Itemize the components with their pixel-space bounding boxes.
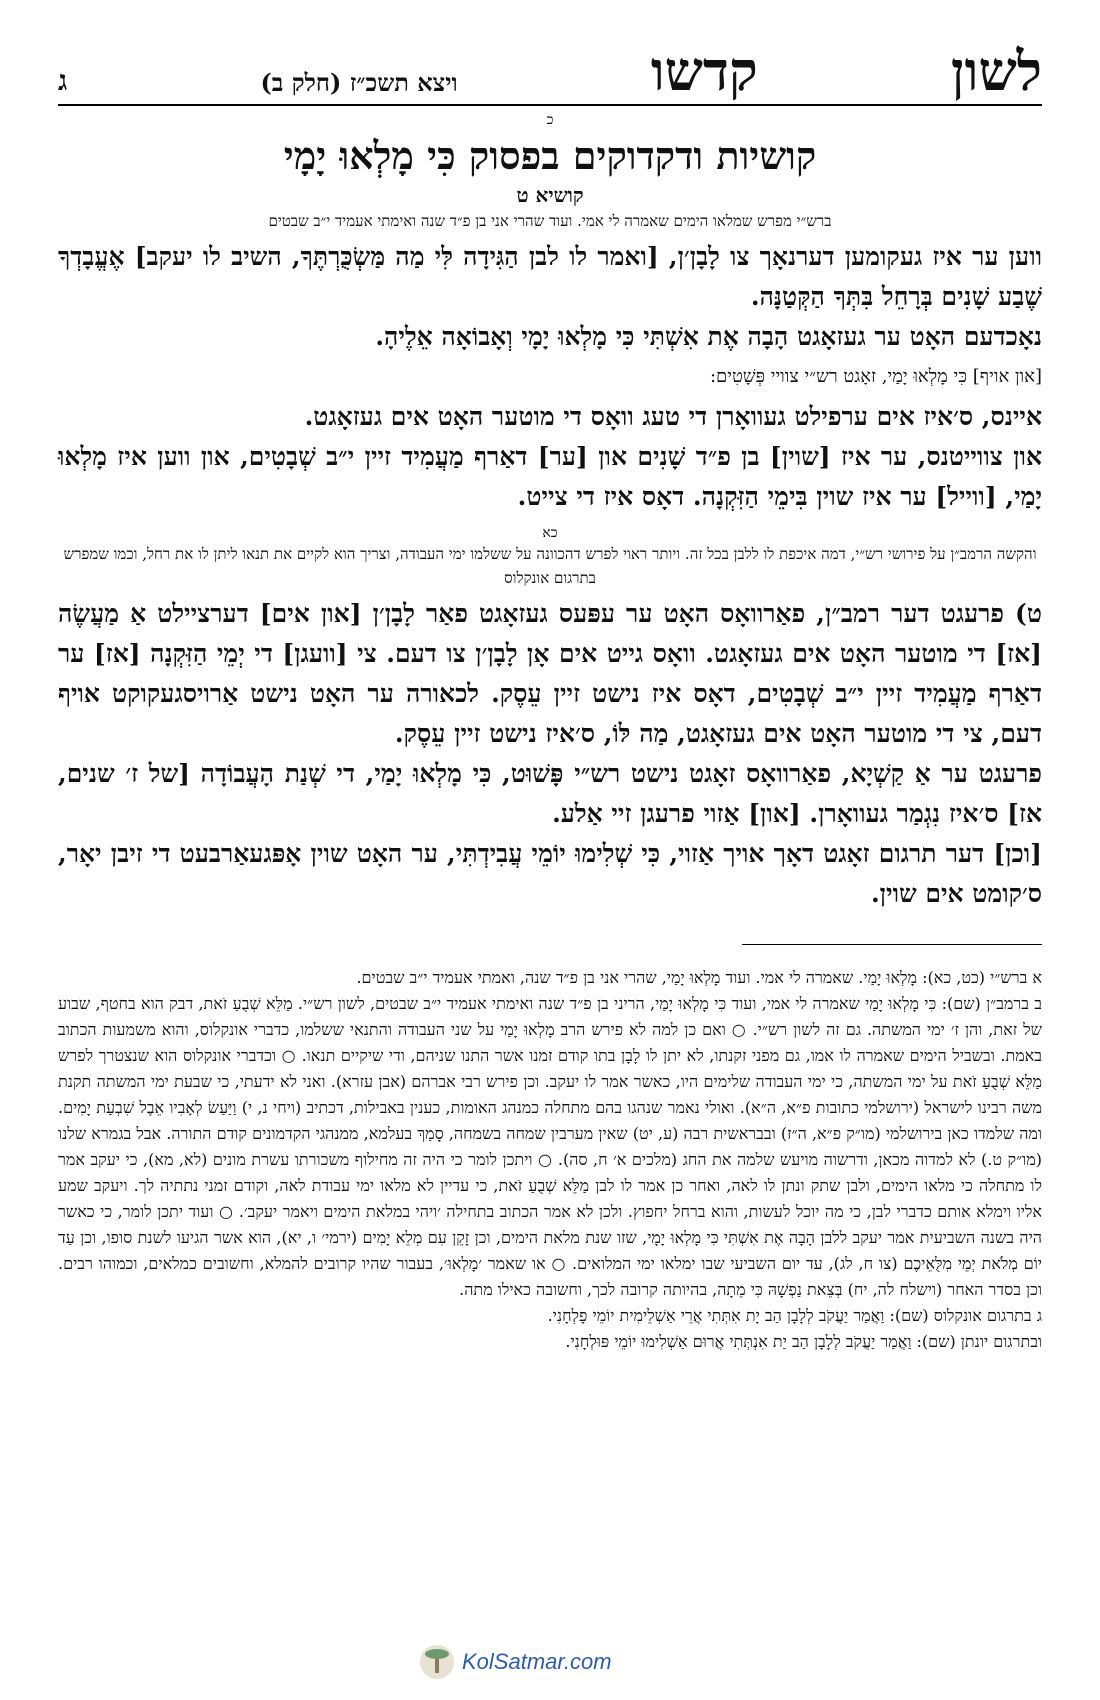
question-label: קושיא ט <box>516 183 584 207</box>
palm-island-logo-icon <box>420 1645 454 1679</box>
footnote: ג בתרגום אונקלוס (שם): וַאֲמַר יַעֲקֹב לְלָבָן הַב יָת אִתְּתִי אֲרֵי אַשְׁלֵימִית יוֹמֵי פָלְחָנִי. <box>547 1306 1042 1325</box>
header-divider <box>58 104 1042 106</box>
body-paragraph: איינס, ס׳איז אים ערפילט געוואָרן די טעג וואָס די מוטער האָט אים געזאָגט. <box>304 402 1042 431</box>
section-number: כ <box>546 112 554 128</box>
footnote: ובתרגום יונתן (שם): וַאֲמַר יַעֲקֹב לְלָבָן הַב יַת אִנְתְּתִי אֲרוּם אַשְׁלִימוּ יוֹמֵי פּוּלְחָנִי. <box>565 1332 1042 1351</box>
footnote-divider <box>742 944 1042 945</box>
site-logo <box>420 1645 612 1679</box>
page-number: ג <box>58 64 68 97</box>
page <box>58 28 1042 1355</box>
body-paragraph: [וכן] דער תרגום זאָגט דאָך אויך אַזוי, כִּי שְׁלִימוּ יוֹמֵי עֲבִידְתִּי, ער האָט שוין אָפּגעאַרבעט די זיבן יאָר, ס׳קומט אים שוין. <box>58 839 1042 908</box>
body-paragraph: און צווייטנס, ער איז [שוין] בן פ״ד שָׁנִים און [ער] דאַרף מַעֲמִיד זיין י״ב שְׁבָטִים, און ווען איז מָלְאוּ יָמַי, [ווייל] ער איז שוין בִּימֵי הַזִּקְנָה. דאָס איז די צייט. <box>58 442 1042 511</box>
body-text <box>58 237 1042 517</box>
section-number: כא <box>542 525 558 541</box>
header-word-left: קדשו <box>650 39 758 103</box>
header-word-right: לשון <box>950 39 1042 103</box>
logo-text: KolSatmar.com <box>462 1649 612 1674</box>
header-issue: ויצא תשכ״ז (חלק ב) <box>260 68 458 97</box>
section-intro: והקשה הרמב״ן על פירושי רש״י, דמה איכפת לו ללבן בכל זה. ויותר ראוי לפרש דהכוונה על ששלמו ימי העבודה, וצריך הוא לקיים את תנאו ליתן לו את רחל, וכמו שמפרש בתרגום אונקלוס <box>63 545 1037 587</box>
footnote: ב ברמב״ן (שם): כִּי מָלְאוּ יָמַי שאמרה לי אמי, ועוד כִּי מָלְאוּ יָמַי, הריני בן פ״ד שנה ואימתי אעמיד י״ב שבטים, לשון רש״י. מַלֵּא שְׁבֻעַ זֹאת, דבק הוא בחטף, שבוע של זאת, והן ז׳ ימי המשתה. גם זה לשון רש״י. ○ ואם כן למה לא פירש הרב מָלְאוּ יָמַי על שני העבודה והתנאי ששלמו, כדברי אונקלוס, והוא משמעות הכתוב באמת. ובשביל הימים שאמרה לו אמו, גם מפני זקנתו, לא יתן לו לָבָן בתו קודם זמנו אשר התנו שניהם, ודי שיקיים תנאו. ○ וכדברי אונקלוס הוא שנצטרך לפרש מַלֵּא שְׁבֻעַ זֹאת על ימי המשתה, כי ימי העבודה שלימים היו, כאשר אמר לו יעקב. וכן פירש רבי אברהם (אבן עזרא). ואני לא ידעתי, כי שבעת ימי המשתה תקנת משה רבינו לישראל (ירושלמי כתובות פ״א, ה״א). ואולי נאמר שנהגו בהם מתחלה כמנהג האומות, כענין באבילות, דכתיב (ויחי נ, י) וַיַּעַשׂ לְאָבִיו אֵבֶל שִׁבְעַת יָמִים. ומה שלמדו כאן בירושלמי (מו״ק פ״א, ה״ז) ובבראשית רבה (ע, יט) שאין מערבין שמחה בשמחה, סָמַךְ בעלמא, ממנהגי הקדמונים קודם התורה. אבל בגמרא שלנו (מו״ק ט.) לא למדוה מכאן, ודרשוה מויעש שלמה את החג (מלכים א׳ ח, סה). ○ ויתכן לומר כי היה זה מחילוף משכורתו עשרת מונים (לא, מא), כי יעקב אמר לו מתחלה כי מלאו הימים, ולבן שתק ונתן לו לאה, ואחר כן אמר לו לבן מַלֵּא שְׁבֻעַ זֹאת, כי עדיין לא מלאו ימי עבודת לאה, וקודם זמני נתתיה לך. ויעקב שמע אליו וימלא אותם כדברי לבן, כי מה יוכל לעשות, והוא ברחל יחפוץ. ולכן לא אמר הכתוב בתחילה ׳ויהי במלאת הימים ויאמר יעקב׳. ○ ועוד יתכן לומר, כי כאשר היה בשנה השביעית אמר יעקב ללבן הָבָה אֶת אִשְׁתִּי כִּי מָלְאוּ יָמָי, שזו שנת מלאת הימים, וכן זָקֵן עִם מְלֵא יָמִים (ירמי׳ ו, יא), הוא אשר הגיעו לשנת סופו, וכן עַד יוֹם מְלֹאת יְמֵי מִלֻּאֵיכֶם (צו ח, לג), עד יום השביעי שבו ימלאו ימי המלואים. ○ או שאמר ׳מָלְאוּ׳, בעבור שהיו קרובים להמלא, וחשובים כמלאים, וכמוהו רבים. וכן בסדר האחר (וישלח לה, יח) בְּצֵאת נַפְשָׁהּ כִּי מֵתָה, בהיותה קרובה לכך, וחשובה כאילו מתה. <box>58 994 1043 1299</box>
footnote: א ברש״י (כט, כא): מָלְאוּ יָמַי. שאמרה לי אמי. ועוד מָלְאוּ יָמַי, שהרי אני בן פ״ד שנה, ואמתי אעמיד י״ב שבטים. <box>356 968 1042 987</box>
body-paragraph: נאָכדעם האָט ער געזאָגט הָבָה אֶת אִשְׁתִּי כִּי מָלְאוּ יָמָי וְאָבוֹאָה אֵלֶיהָ. <box>375 322 1042 351</box>
body-paragraph: ט) פרעגט דער רמב״ן, פאַרוואָס האָט ער עפּעס געזאָגט פאַר לָבָן׳ן [און אים] דערציילט אַ מַעֲשֶׂה [אז] די מוטער האָט אים געזאָגט. וואָס גייט אים אָן לָבָן׳ן צו דעם. צי [וועגן] די יְמֵי הַזִּקְנָה [אז] ער דאַרף מַעֲמִיד זיין י״ב שְׁבָטִים, דאָס איז נישט זיין עֵסֶק. לכאורה ער האָט נישט אַרויסגעקוקט אויף דעם, צי די מוטער האָט אים געזאָגט, מַה לּוֹ, ס׳איז נישט זיין עֵסֶק. <box>58 599 1042 748</box>
body-paragraph: [און אויף] כִּי מָלְאוּ יָמַי, זאָגט רש״י צוויי פְּשָׁטִים: <box>709 366 1042 387</box>
body-paragraph: ווען ער איז געקומען דערנאָך צו לָבָן׳ן, [ואמר לו לבן הַגִּידָה לִּי מַה מַּשְׂכֻּרְתֶּךָ, השיב לו יעקב] אֶעֱבָדְךָ שֶׁבַע שָׁנִים בְּרָחֵל בִּתְּךָ הַקְּטַנָּה. <box>58 242 1042 311</box>
section-intro: ברש״י מפרש שמלאו הימים שאמרה לי אמי. ועוד שהרי אני בן פ״ד שנה ואימתי אעמיד י״ב שבטים <box>268 212 832 230</box>
section-title: קושיות ודקדוקים בפסוק כִּי מָלְאוּ יָמָי <box>283 133 817 178</box>
running-header <box>58 28 1042 103</box>
body-text <box>58 594 1042 914</box>
footnotes <box>58 965 1042 1355</box>
body-paragraph: פרעגט ער אַ קַשְׁיָא, פאַרוואָס זאָגט נישט רש״י פָּשׁוּט, כִּי מָלְאוּ יָמַי, די שְׁנַת הָעֲבוֹדָה [של ז׳ שנים, אז] ס׳איז נִגְמַר געוואָרן. [און] אַזוי פרעגן זיי אַלע. <box>58 759 1042 828</box>
